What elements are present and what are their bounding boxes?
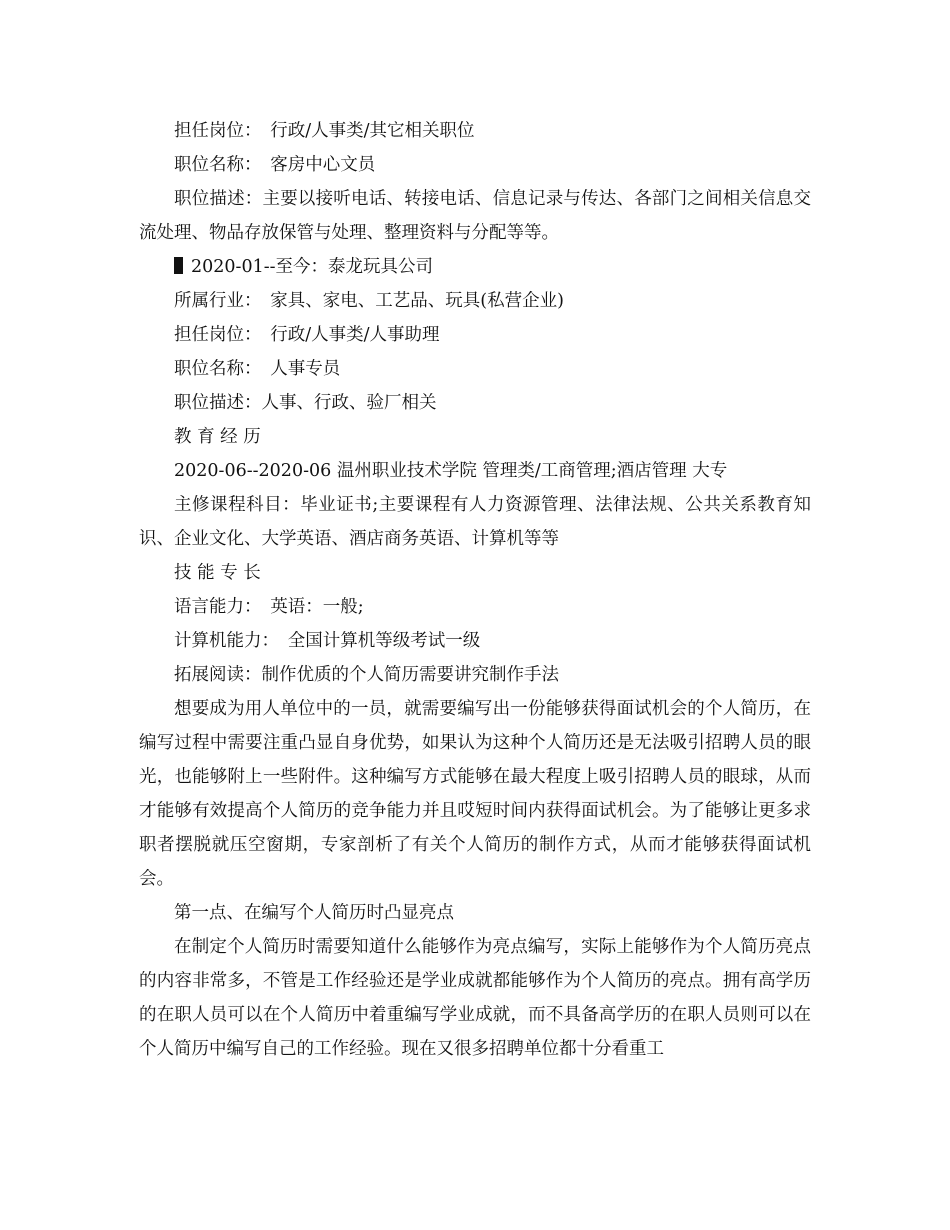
job1-title: 职位名称： 客房中心文员: [174, 155, 376, 175]
skills-language: 语言能力： 英语：一般;: [174, 597, 364, 617]
education-entry: 2020-06--2020-06 温州职业技术学院 管理类/工商管理;酒店管理 大专: [174, 461, 728, 481]
job1-position: 担任岗位： 行政/人事类/其它相关职位: [174, 121, 475, 141]
job1-description: 职位描述：主要以接听电话、转接电话、信息记录与传达、各部门之间相关信息交流处理、物品存放保管与处理、整理资料与分配等等。: [139, 189, 811, 243]
block-bullet-icon: [174, 257, 183, 274]
job2-position: 担任岗位： 行政/人事类/人事助理: [174, 325, 440, 345]
skills-heading: 技 能 专 长: [174, 563, 261, 583]
job2-title: 职位名称： 人事专员: [174, 359, 341, 379]
extended-paragraph-1: 想要成为用人单位中的一员，就需要编写出一份能够获得面试机会的个人简历，在编写过程中需要注重凸显自身优势，如果认为这种个人简历还是无法吸引招聘人员的眼光，也能够附上一些附件。这种编写方式能够在最大程度上吸引招聘人员的眼球，从而才能够有效提高个人简历的竞争能力并且哎短时间内获得面试机会。为了能够让更多求职者摆脱就压空窗期，专家剖析了有关个人简历的制作方式，从而才能够获得面试机会。: [139, 699, 811, 889]
job2-header-text: 2020-01--至今：泰龙玩具公司: [191, 257, 434, 277]
education-heading: 教 育 经 历: [174, 427, 261, 447]
job2-description: 职位描述：人事、行政、验厂相关: [174, 393, 437, 413]
extended-paragraph-2: 在制定个人简历时需要知道什么能够作为亮点编写，实际上能够作为个人简历亮点的内容非常多，不管是工作经验还是学业成就都能够作为个人简历的亮点。拥有高学历的在职人员可以在个人简历中着重编写学业成就，而不具备高学历的在职人员则可以在个人简历中编写自己的工作经验。现在又很多招聘单位都十分看重工: [139, 937, 811, 1059]
job2-industry: 所属行业： 家具、家电、工艺品、玩具(私营企业): [174, 291, 564, 311]
resume-text: [139, 114, 811, 1066]
education-courses: 主修课程科目：毕业证书;主要课程有人力资源管理、法律法规、公共关系教育知识、企业文化、大学英语、酒店商务英语、计算机等等: [139, 495, 811, 549]
extended-reading-title: 拓展阅读：制作优质的个人简历需要讲究制作手法: [174, 665, 559, 685]
skills-computer: 计算机能力： 全国计算机等级考试一级: [174, 631, 481, 651]
point-1-title: 第一点、在编写个人简历时凸显亮点: [174, 903, 454, 923]
job2-header: [139, 250, 811, 284]
